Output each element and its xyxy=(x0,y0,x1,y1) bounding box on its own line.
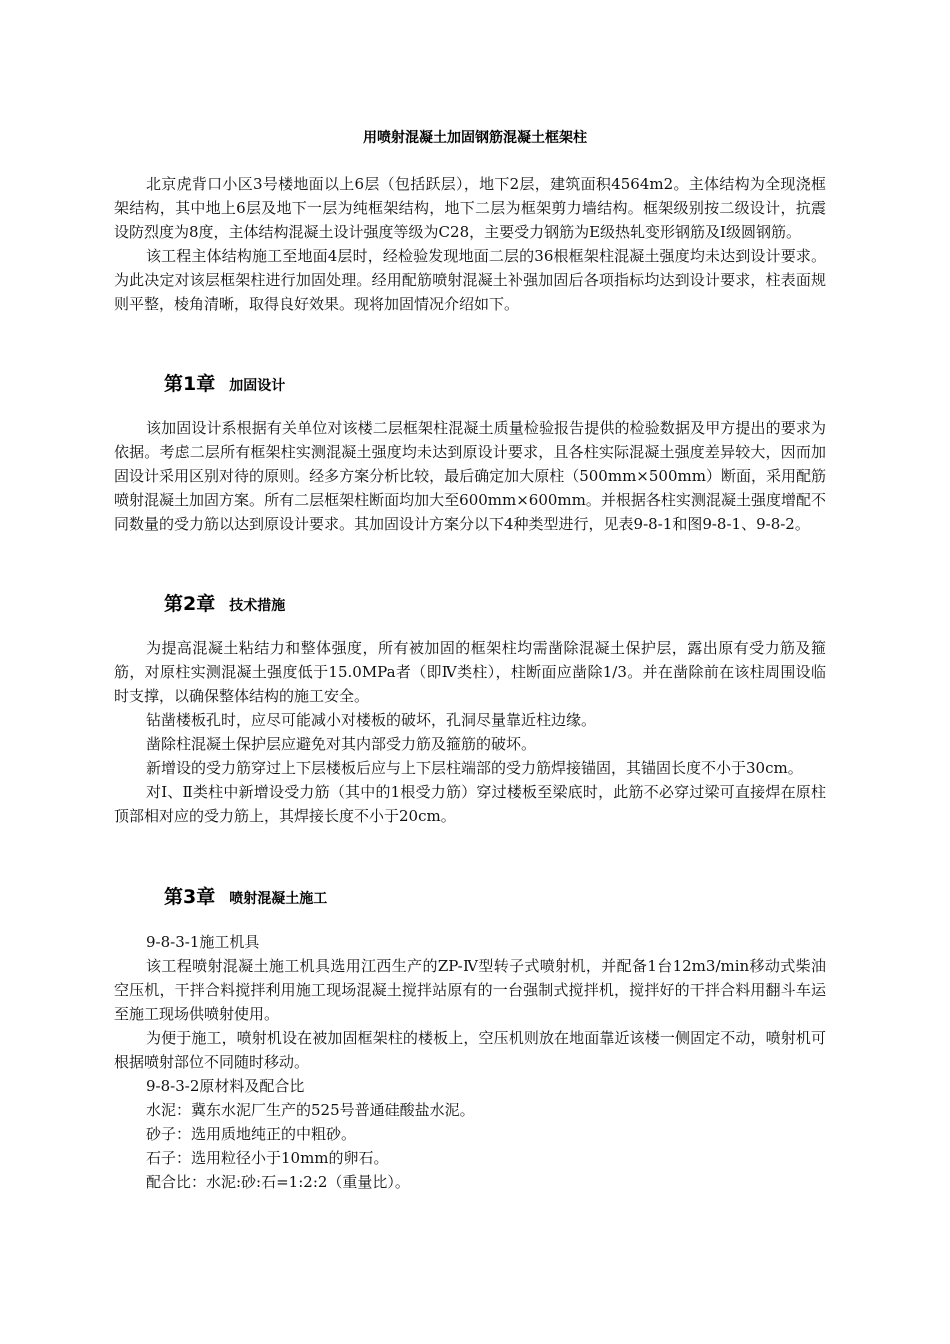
chapter-title: 喷射混凝土施工 xyxy=(229,891,328,907)
body-paragraph: 凿除柱混凝土保护层应避免对其内部受力筋及箍筋的破坏。 xyxy=(146,735,537,753)
material-line: 配合比：水泥:砂:石=1:2:2（重量比）。 xyxy=(146,1173,410,1191)
chapter-1-body xyxy=(114,416,826,536)
chapter-1-heading xyxy=(164,369,285,396)
material-line: 水泥：冀东水泥厂生产的525号普通硅酸盐水泥。 xyxy=(146,1101,475,1119)
material-line: 石子：选用粒径小于10mm的卵石。 xyxy=(146,1149,389,1167)
chapter-3-heading xyxy=(164,882,327,909)
chapter-number: 第3章 xyxy=(164,886,216,908)
subsection-heading: 9-8-3-2原材料及配合比 xyxy=(146,1077,305,1095)
subsection-heading: 9-8-3-1施工机具 xyxy=(146,933,260,951)
material-line: 砂子：选用质地纯正的中粗砂。 xyxy=(146,1125,357,1143)
chapter-number: 第2章 xyxy=(164,593,216,615)
chapter-number: 第1章 xyxy=(164,373,216,395)
document-title: 用喷射混凝土加固钢筋混凝土框架柱 xyxy=(363,130,587,146)
body-paragraph: 对Ⅰ、Ⅱ类柱中新增设受力筋（其中的1根受力筋）穿过楼板至梁底时，此筋不必穿过梁可直接焊在原柱顶部相对应的受力筋上，其焊接长度不小于20cm。 xyxy=(114,783,826,825)
body-paragraph: 为提高混凝土粘结力和整体强度，所有被加固的框架柱均需凿除混凝土保护层，露出原有受力筋及箍筋，对原柱实测混凝土强度低于15.0MPa者（即Ⅳ类柱），柱断面应凿除1/3。并在凿除前在该柱周围设临时支撑，以确保整体结构的施工安全。 xyxy=(114,639,826,705)
intro-paragraph: 北京虎背口小区3号楼地面以上6层（包括跃层），地下2层，建筑面积4564m2。主体结构为全现浇框架结构，其中地上6层及地下一层为纯框架结构，地下二层为框架剪力墙结构。框架级别按二级设计，抗震设防烈度为8度，主体结构混凝土设计强度等级为C28，主要受力钢筋为E级热轧变形钢筋及I级圆钢筋。 xyxy=(114,175,826,241)
body-paragraph: 新增设的受力筋穿过上下层楼板后应与上下层柱端部的受力筋焊接锚固，其锚固长度不小于30cm。 xyxy=(146,759,803,777)
chapter-2-heading xyxy=(164,589,285,616)
chapter-title: 技术措施 xyxy=(229,598,286,614)
intro-paragraph: 该工程主体结构施工至地面4层时，经检验发现地面二层的36根框架柱混凝土强度均未达到设计要求。为此决定对该层框架柱进行加固处理。经用配筋喷射混凝土补强加固后各项指标均达到设计要求，柱表面规则平整，棱角清晰，取得良好效果。现将加固情况介绍如下。 xyxy=(114,247,826,313)
body-paragraph: 为便于施工，喷射机设在被加固框架柱的楼板上，空压机则放在地面靠近该楼一侧固定不动，喷射机可根据喷射部位不同随时移动。 xyxy=(114,1029,826,1071)
body-paragraph: 该加固设计系根据有关单位对该楼二层框架柱混凝土质量检验报告提供的检验数据及甲方提出的要求为依据。考虑二层所有框架柱实测混凝土强度均未达到原设计要求，且各柱实际混凝土强度差异较大，因而加固设计采用区别对待的原则。经多方案分析比较，最后确定加大原柱（500mm×500mm）断面，采用配筋喷射混凝土加固方案。所有二层框架柱断面均加大至600mm×600mm。并根据各柱实测混凝土强度增配不同数量的受力筋以达到原设计要求。其加固设计方案分以下4种类型进行，见表9-8-1和图9-8-1、9-8-2。 xyxy=(114,419,826,533)
body-paragraph: 钻凿楼板孔时，应尽可能减小对楼板的破坏，孔洞尽量靠近柱边缘。 xyxy=(146,711,597,729)
chapter-3-body xyxy=(114,930,826,1194)
chapter-2-body xyxy=(114,636,826,828)
chapter-title: 加固设计 xyxy=(229,378,286,394)
body-paragraph: 该工程喷射混凝土施工机具选用江西生产的ZP-Ⅳ型转子式喷射机，并配备1台12m3/min移动式柴油空压机，干拌合料搅拌利用施工现场混凝土搅拌站原有的一台强制式搅拌机，搅拌好的干拌合料用翻斗车运至施工现场供喷射使用。 xyxy=(114,957,826,1023)
intro-section xyxy=(114,172,826,316)
